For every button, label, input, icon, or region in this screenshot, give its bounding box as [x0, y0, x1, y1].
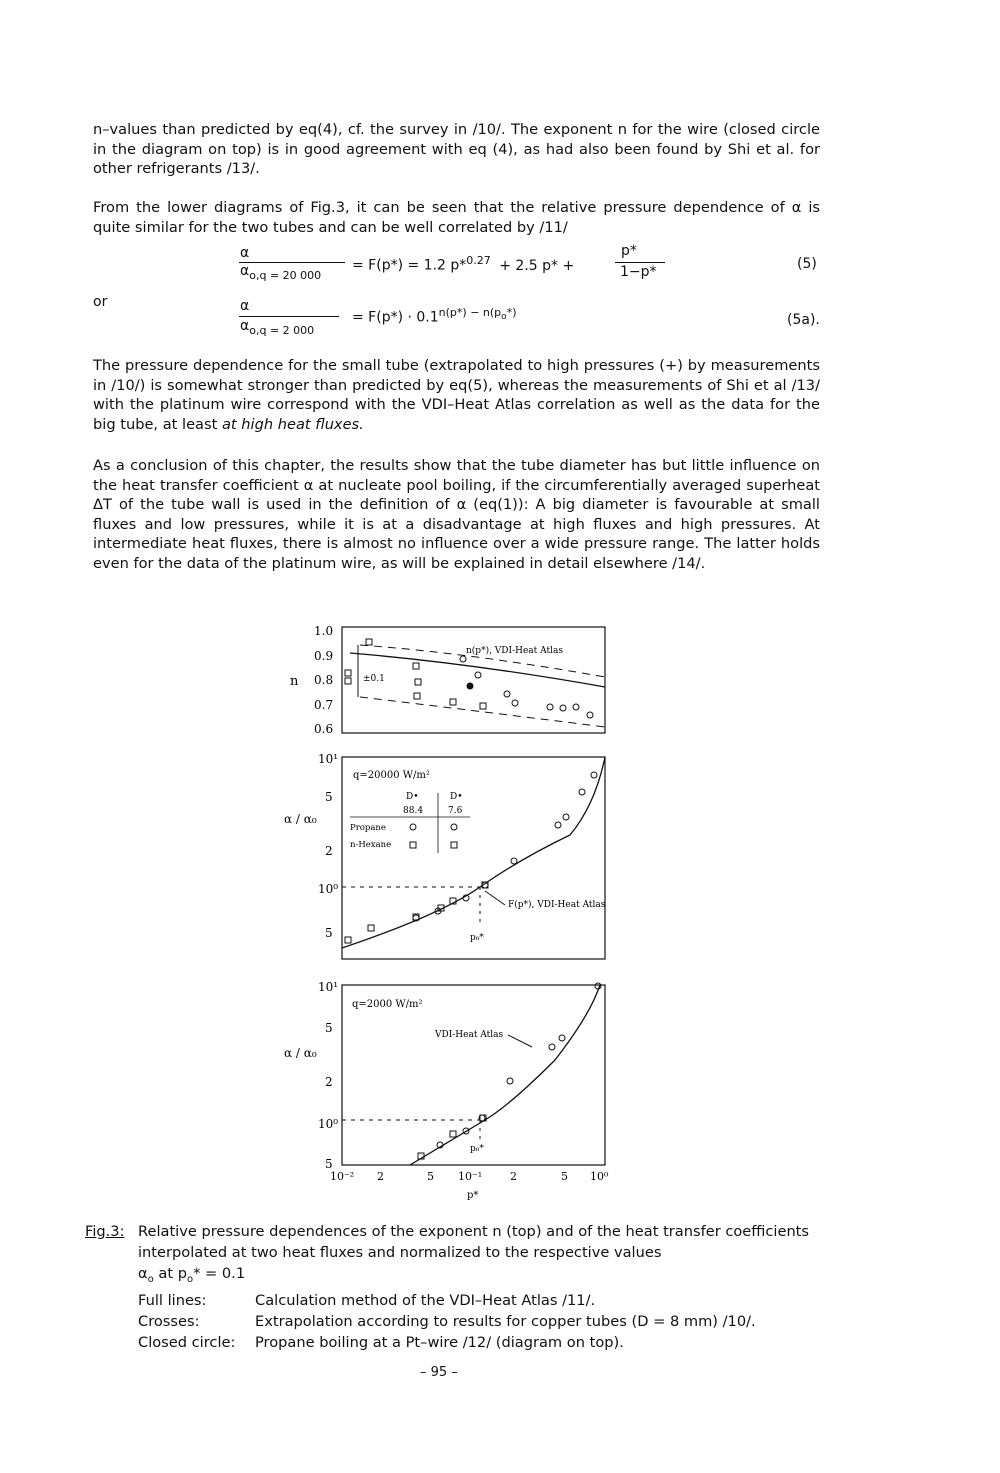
- bot-ytick-5b: 5: [325, 1157, 333, 1171]
- caption-line3: $\alpha_o$ at $p_o* = 0.1$: [138, 1265, 246, 1285]
- top-curve-n: [350, 653, 605, 687]
- eq5-label: (5): [797, 256, 817, 272]
- marker: [555, 822, 561, 828]
- paragraph-3: The pressure dependence for the small tube (extrapolated to high pressures (+) by measurements in /10/) is somewhat stronger than predicted by eq(5), whereas the measurements of Shi et al /13/ with the platinum wire correspond with the VDI–Heat Atlas correlation as well as the data for the big tube, at least at high heat fluxes.: [93, 357, 820, 433]
- mid-ytick-2: 2: [325, 844, 333, 858]
- marker: [475, 672, 481, 678]
- bot-xtick-1e0: 10⁰: [590, 1170, 609, 1183]
- marker: [560, 705, 566, 711]
- marker: [507, 1078, 513, 1084]
- caption-item-1: Full lines: Calculation method of the VDI–Heat Atlas /11/.: [138, 1291, 596, 1309]
- bot-ylabel: α / α₀: [284, 1046, 317, 1060]
- marker: [587, 712, 593, 718]
- bot-title: q=2000 W/m²: [352, 999, 423, 1010]
- marker: [450, 699, 456, 705]
- bot-xtick-1e-2: 10⁻²: [330, 1170, 355, 1183]
- bot-xtick-5a: 5: [427, 1170, 434, 1183]
- marker: [579, 789, 585, 795]
- panel-middle: [284, 752, 606, 959]
- top-ytick-1.0: 1.0: [314, 624, 334, 638]
- caption-item-3: Closed circle: Propane boiling at a Pt–wire /12/ (diagram on top).: [138, 1333, 624, 1351]
- top-curve-label: n(p*), VDI-Heat Atlas: [466, 646, 563, 656]
- paragraph-2: From the lower diagrams of Fig.3, it can be seen that the relative pressure dependence of α is quite similar for the two tubes and can be well correlated by /11/: [93, 199, 820, 236]
- eq5a-numerator: α: [240, 298, 250, 314]
- eq5-numerator: α: [240, 245, 250, 261]
- figure-caption: [85, 1221, 825, 1353]
- panel-top: [290, 624, 605, 736]
- eq5-rhs: = F(p*) = 1.2 p*$^{0.27}$ + 2.5 p* +: [352, 254, 575, 274]
- marker: [414, 693, 420, 699]
- bot-ytick-10^0: 10⁰: [318, 1117, 339, 1131]
- top-ytick-0.7: 0.7: [314, 698, 334, 712]
- bot-xtick-5b: 5: [561, 1170, 568, 1183]
- paragraph-1: n–values than predicted by eq(4), cf. the survey in /10/. The exponent n for the wire (closed circle in the diagram on top) is in good agreement with eq (4), as had also been found by Shi et al. for other refrigerants /13/.: [93, 121, 820, 177]
- bot-xtick-2b: 2: [510, 1170, 517, 1183]
- mid-markers: [345, 772, 597, 943]
- bot-curve-label: VDI-Heat Atlas: [435, 1030, 504, 1040]
- figure-3: [270, 615, 630, 1205]
- or-label: or: [93, 294, 108, 310]
- paragraph-4: As a conclusion of this chapter, the results show that the tube diameter has but little influence on the heat transfer coefficient α at nucleate pool boiling, if the circumferentially averaged superheat ΔT of the tube wall is used in the definition of α (eq(1)): A big diameter is favourable at small fluxes and low pressures, while it is at a disadvantage at high fluxes and high pressures. At intermediate heat fluxes, there is almost no influence over a wide pressure range. The latter holds even for the data of the platinum wire, as will be explained in detail elsewhere /14/.: [93, 457, 820, 572]
- caption-item-2: Crosses: Extrapolation according to results for copper tubes (D = 8 mm) /10/.: [138, 1312, 756, 1330]
- marker: [345, 678, 351, 684]
- panel-bottom: [284, 980, 609, 1201]
- mid-p0-label: p₀*: [470, 933, 484, 943]
- marker: [504, 691, 510, 697]
- mid-ylabel: α / α₀: [284, 812, 317, 826]
- eq5a-rhs: = $F(p*) \cdot 0.1^{n(p*) - n(p_o*)}$: [352, 306, 517, 326]
- top-ytick-0.6: 0.6: [314, 722, 334, 736]
- marker: [345, 670, 351, 676]
- caption-label: Fig.3:: [85, 1223, 125, 1240]
- bot-xtick-1e-1: 10⁻¹: [458, 1170, 483, 1183]
- mid-title: q=20000 W/m²: [353, 770, 430, 781]
- marker: [511, 858, 517, 864]
- marker: [563, 814, 569, 820]
- mid-ytick-5: 5: [325, 790, 333, 804]
- bot-markers: [418, 983, 601, 1159]
- mid-legend-hexane: n-Hexane: [350, 840, 392, 850]
- marker: [480, 703, 486, 709]
- eq5-denominator: $\alpha_{o,q = 20 000}$: [240, 263, 322, 282]
- top-curve-lower: [360, 697, 605, 727]
- mid-ytick-10^1: 10¹: [318, 752, 339, 766]
- eq5a-label: (5a).: [787, 312, 820, 328]
- marker: [368, 925, 374, 931]
- eq5a-denominator: $\alpha_{o,q = 2 000}$: [240, 318, 315, 337]
- bot-xtick-2a: 2: [377, 1170, 384, 1183]
- mid-legend-propane: Propane: [350, 823, 386, 833]
- marker: [345, 937, 351, 943]
- marker: [415, 679, 421, 685]
- marker: [547, 704, 553, 710]
- marker: [450, 1131, 456, 1137]
- eq5-frac-num: p*: [621, 243, 637, 259]
- marker: [413, 663, 419, 669]
- mid-legend-h2: D•: [450, 792, 463, 802]
- marker: [366, 639, 372, 645]
- mid-curve: [342, 757, 605, 948]
- mid-legend-d1: 88.4: [403, 806, 424, 816]
- marker-closed: [467, 683, 473, 689]
- top-ytick-0.8: 0.8: [314, 673, 334, 687]
- top-ylabel: n: [290, 674, 299, 689]
- bot-ytick-10^1: 10¹: [318, 980, 339, 994]
- mid-ytick-10^0: 10⁰: [318, 882, 339, 896]
- marker: [460, 656, 466, 662]
- bot-curve: [410, 985, 600, 1165]
- eq5-frac-den: 1−p*: [620, 264, 657, 280]
- marker: [559, 1035, 565, 1041]
- mid-legend-d2: 7.6: [448, 806, 463, 816]
- marker: [512, 700, 518, 706]
- bot-xlabel: p*: [467, 1190, 479, 1201]
- top-ytick-0.9: 0.9: [314, 649, 334, 663]
- mid-ytick-5b: 5: [325, 926, 333, 940]
- top-band-label: ±0.1: [363, 674, 385, 684]
- caption-text: Relative pressure dependences of the exponent n (top) and of the heat transfer coefficients interpolated at two heat fluxes and normalized to the respective values: [138, 1223, 810, 1261]
- mid-legend-h1: D•: [406, 792, 419, 802]
- bot-ytick-2: 2: [325, 1075, 333, 1089]
- marker: [549, 1044, 555, 1050]
- marker: [591, 772, 597, 778]
- marker: [573, 704, 579, 710]
- bot-ytick-5: 5: [325, 1021, 333, 1035]
- bot-p0-label: p₀*: [470, 1144, 484, 1154]
- page-number: – 95 –: [420, 1365, 458, 1380]
- mid-curve-label: F(p*), VDI-Heat Atlas: [508, 900, 606, 910]
